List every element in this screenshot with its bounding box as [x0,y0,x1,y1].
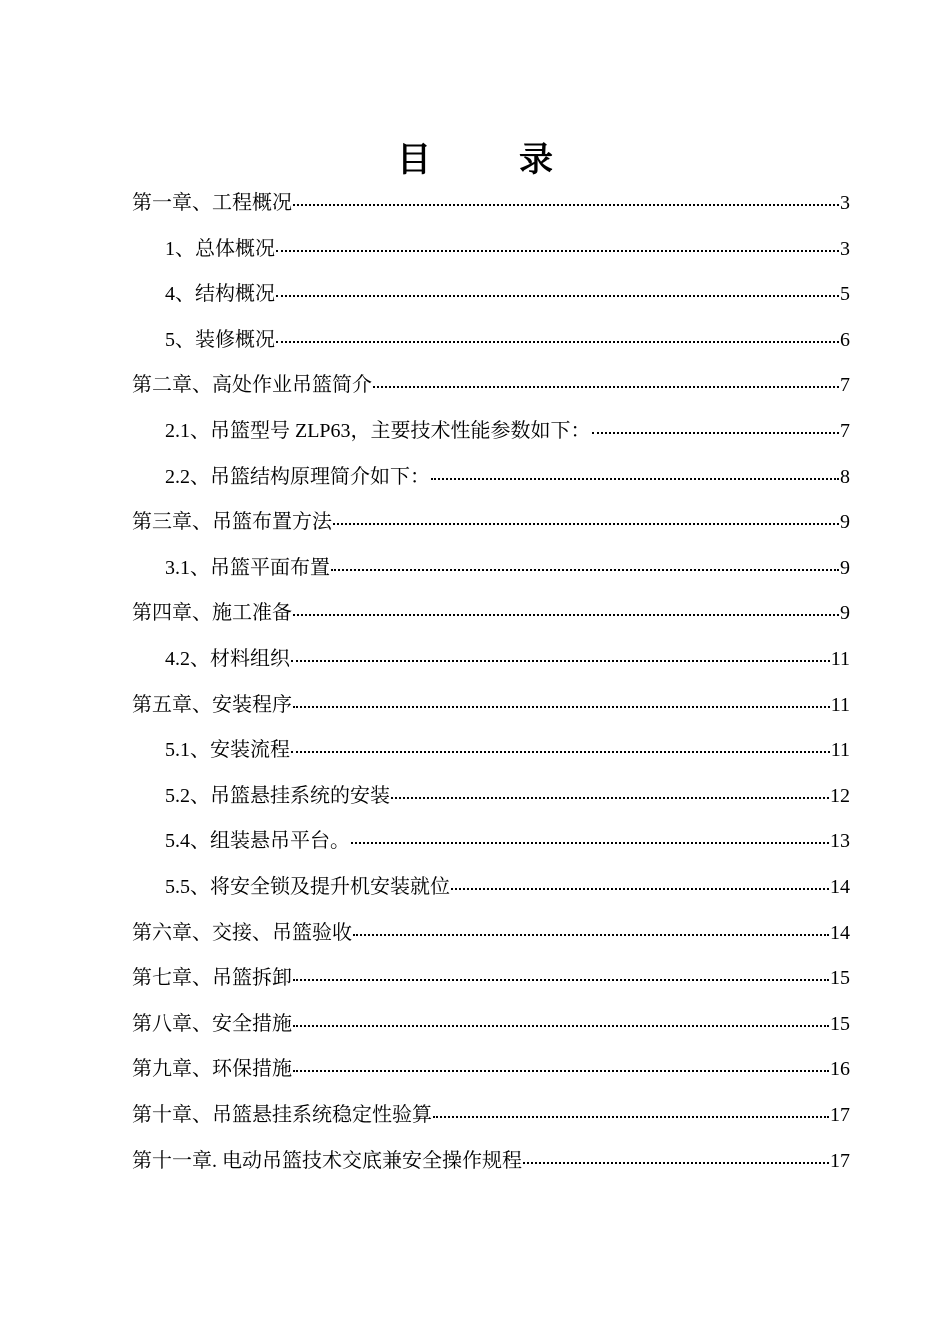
toc-entry-label: 第三章、吊篮布置方法 [132,511,332,534]
toc-entry-label: 2.2、吊篮结构原理简介如下： [165,465,430,488]
toc-page-number: 5 [840,283,850,306]
toc-dot-leader [293,1070,829,1072]
toc-page-number: 15 [830,1012,850,1035]
toc-entry-label: 4、结构概况 [165,283,275,306]
toc-dot-leader [333,523,839,525]
toc-entry-label: 1、总体概况 [165,237,275,260]
toc-entry-label: 4.2、材料组织 [165,648,290,670]
toc-chapter-entry[interactable] [132,1049,850,1089]
toc-entry-label: 5.4、组装悬吊平台。 [165,830,350,853]
toc-page-number: 17 [830,1149,850,1172]
toc-page-number: 12 [830,784,850,807]
toc-dot-leader [351,842,829,844]
toc-section-entry[interactable] [165,867,850,907]
toc-page-number: 9 [840,602,850,625]
toc-section-entry[interactable] [165,821,850,861]
toc-dot-leader [276,250,839,252]
toc-page-number: 14 [830,921,850,944]
toc-page-number: 11 [830,648,850,670]
toc-entry-label: 5.1、安装流程 [165,739,290,762]
toc-entry-label: 第十一章. 电动吊篮技术交底兼安全操作规程 [132,1149,522,1172]
toc-entry-label: 3.1、吊篮平面布置 [165,556,330,579]
toc-entry-label: 5、装修概况 [165,328,275,351]
toc-page-number: 16 [830,1058,850,1081]
toc-dot-leader [451,888,829,890]
toc-dot-leader [433,1116,829,1118]
toc-page-number: 11 [830,693,850,716]
toc-entry-label: 5.2、吊篮悬挂系统的安装 [165,784,390,807]
toc-page-number: 7 [840,420,850,442]
toc-chapter-entry[interactable] [132,183,850,223]
toc-entry-label: 第五章、安装程序 [132,693,292,716]
toc-section-entry[interactable] [165,320,850,360]
toc-dot-leader [276,295,839,297]
toc-page-number: 6 [840,328,850,351]
toc-chapter-entry[interactable] [132,1004,850,1044]
toc-chapter-entry[interactable] [132,1095,850,1135]
toc-page-number: 9 [840,511,850,534]
toc-dot-leader [293,614,839,616]
toc-section-entry[interactable] [165,274,850,314]
toc-entry-label: 第二章、高处作业吊篮简介 [132,374,372,397]
toc-page-number: 3 [840,192,850,214]
toc-chapter-entry[interactable] [132,502,850,542]
toc-dot-leader [431,478,839,480]
toc-page-number: 7 [840,374,850,397]
toc-dot-leader [373,386,839,388]
toc-entry-label: 2.1、吊篮型号 ZLP63，主要技术性能参数如下： [165,420,591,442]
toc-section-entry[interactable] [165,730,850,770]
toc-dot-leader [353,934,829,936]
toc-dot-leader [293,204,839,206]
toc-section-entry[interactable] [165,229,850,269]
toc-entry-label: 第七章、吊篮拆卸 [132,967,292,990]
toc-dot-leader [391,797,829,799]
toc-entry-label: 第一章、工程概况 [132,192,292,214]
toc-chapter-entry[interactable] [132,1141,850,1181]
toc-page-number: 13 [830,830,850,853]
toc-entry-label: 5.5、将安全锁及提升机安装就位 [165,876,450,898]
title-char-2: 录 [519,142,553,179]
title-char-1: 目 [397,142,431,179]
toc-page-number: 17 [830,1104,850,1126]
toc-dot-leader [293,1025,829,1027]
toc-dot-leader [293,979,829,981]
toc-dot-leader [291,751,830,753]
toc-entry-label: 第十章、吊篮悬挂系统稳定性验算 [132,1104,432,1126]
toc-section-entry[interactable] [165,639,850,679]
page-title [0,136,950,186]
toc-dot-leader [293,706,830,708]
toc-section-entry[interactable] [165,457,850,497]
toc-entry-label: 第六章、交接、吊篮验收 [132,921,352,944]
toc-section-entry[interactable] [165,776,850,816]
toc-page-number: 14 [830,876,850,898]
toc-page-number: 3 [840,237,850,260]
toc-page-number: 11 [830,739,850,762]
toc-chapter-entry[interactable] [132,958,850,998]
toc-section-entry[interactable] [165,548,850,588]
toc-page-number: 15 [830,967,850,990]
toc-dot-leader [592,432,839,434]
toc-page-number: 9 [840,556,850,579]
toc-section-entry[interactable] [165,411,850,451]
toc-chapter-entry[interactable] [132,913,850,953]
toc-page-number: 8 [840,465,850,488]
toc-chapter-entry[interactable] [132,365,850,405]
toc-dot-leader [523,1162,829,1164]
toc-dot-leader [291,660,830,662]
toc-chapter-entry[interactable] [132,685,850,725]
toc-dot-leader [331,569,839,571]
toc-chapter-entry[interactable] [132,593,850,633]
toc-dot-leader [276,341,839,343]
toc-entry-label: 第四章、施工准备 [132,602,292,625]
toc-entry-label: 第八章、安全措施 [132,1012,292,1035]
toc-entry-label: 第九章、环保措施 [132,1058,292,1081]
